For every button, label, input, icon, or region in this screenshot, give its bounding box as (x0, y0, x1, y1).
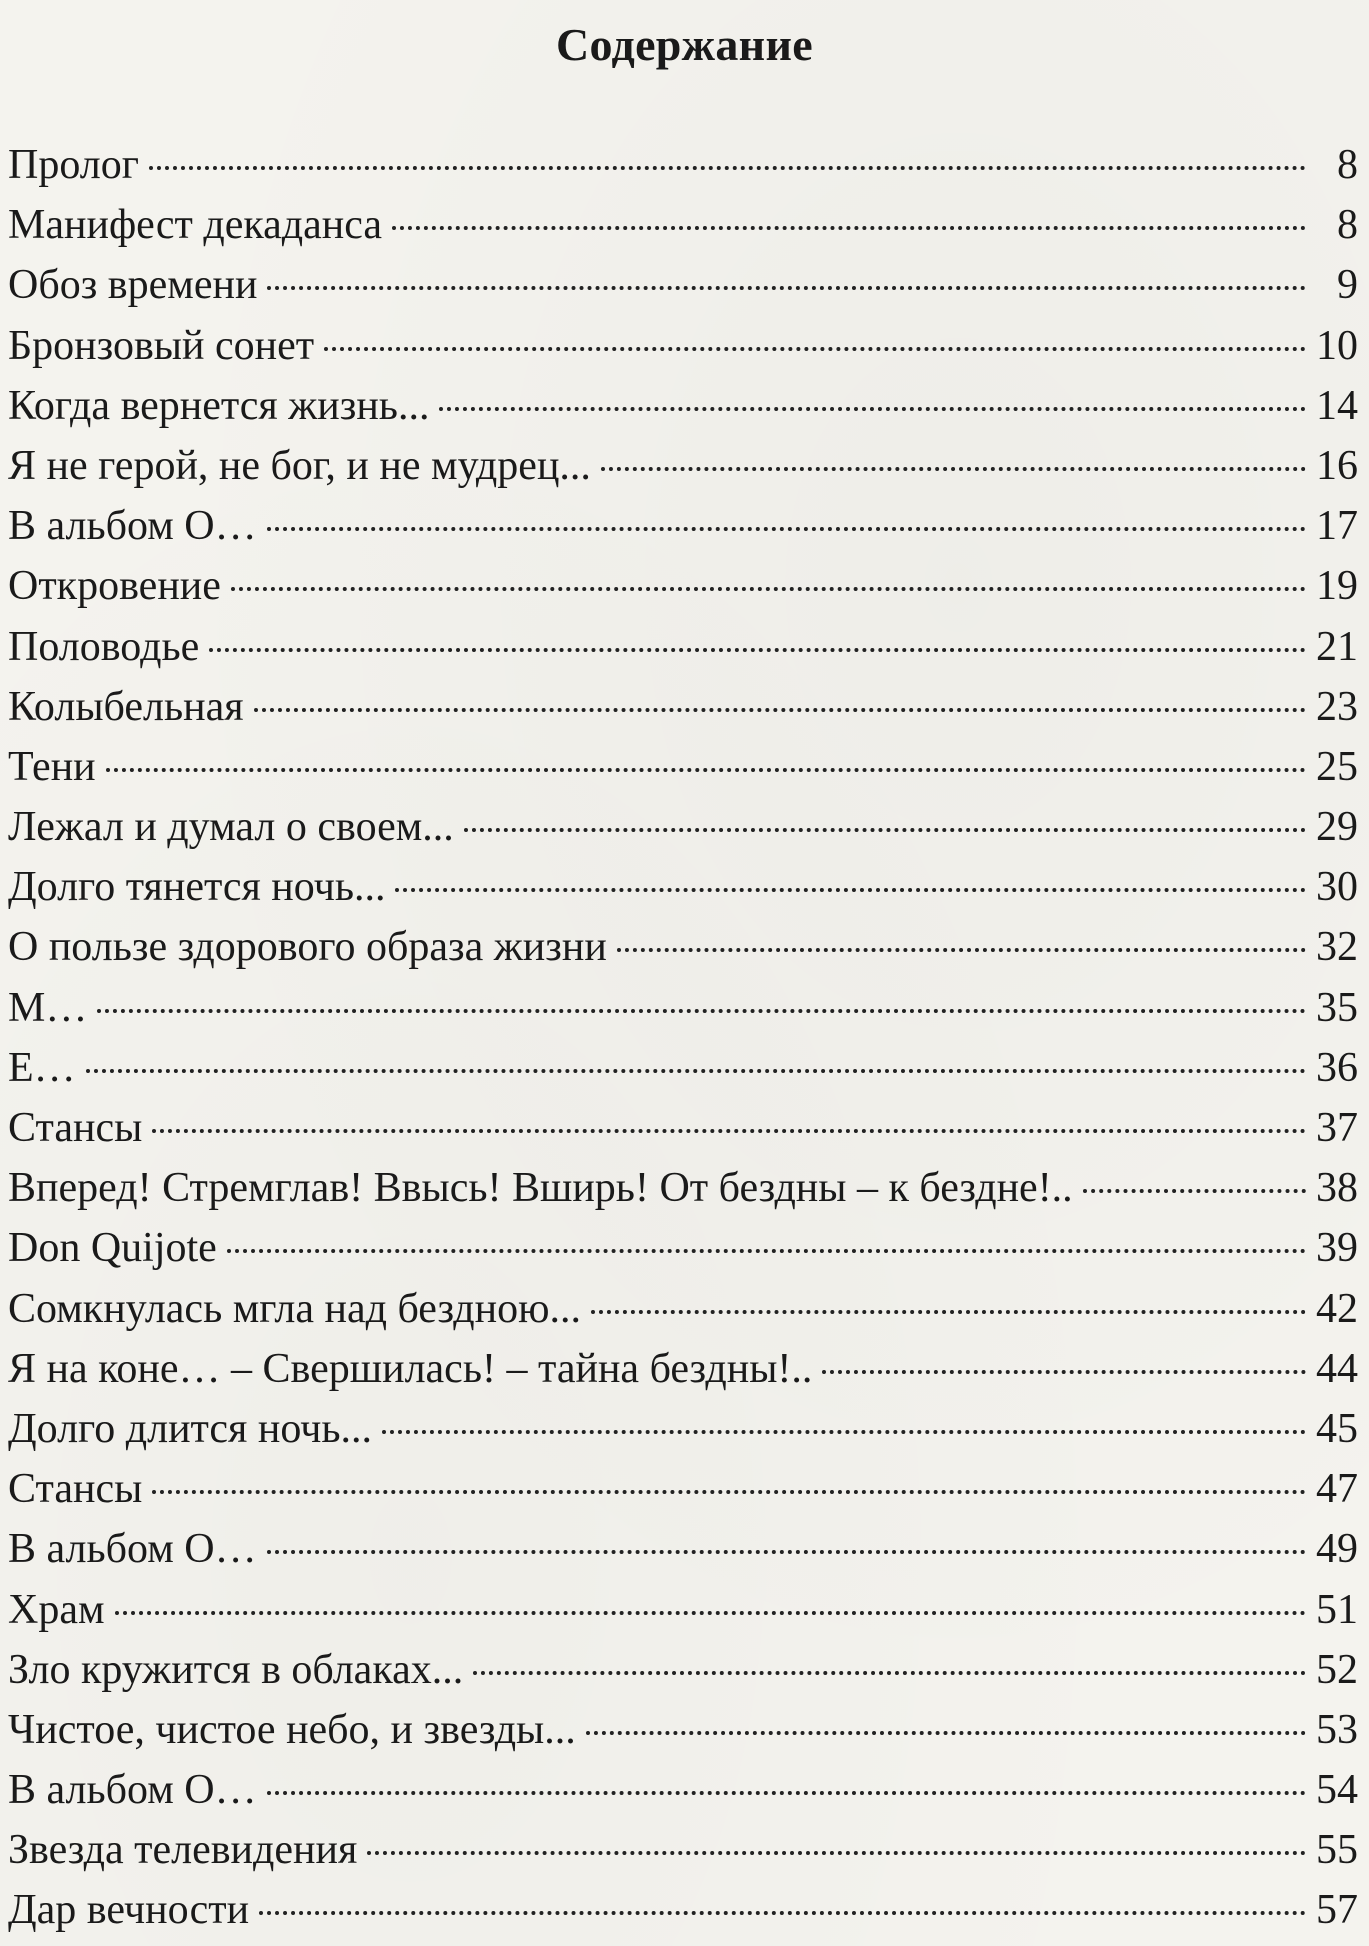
dot-leader (259, 1911, 1306, 1915)
toc-entry-page: 32 (1316, 924, 1358, 971)
dot-leader (473, 1671, 1306, 1675)
toc-entry (8, 917, 1358, 977)
toc-entry-page: 42 (1316, 1285, 1358, 1332)
toc-entry-title: Чистое, чистое небо, и звезды... (8, 1706, 576, 1753)
toc-entry-title: Сомкнулась мгла над бездною... (8, 1285, 582, 1332)
toc-entry-title: Тени (8, 743, 96, 790)
toc-entry-page: 52 (1316, 1646, 1358, 1693)
dot-leader (267, 1550, 1306, 1554)
toc-entry (8, 195, 1358, 255)
toc-entry-page: 53 (1316, 1706, 1358, 1753)
table-of-contents (8, 135, 1358, 1941)
toc-entry (8, 677, 1358, 737)
toc-entry-title: Откровение (8, 563, 221, 610)
toc-entry-title: Don Quijote (8, 1225, 217, 1272)
toc-entry (8, 135, 1358, 195)
toc-entry-title: Половодье (8, 623, 200, 670)
dot-leader (464, 828, 1306, 832)
toc-entry-page: 10 (1316, 322, 1358, 369)
dot-leader (822, 1370, 1306, 1374)
dot-leader (209, 648, 1306, 652)
toc-entry (8, 1399, 1358, 1459)
toc-entry-title: Лежал и думал о своем... (8, 804, 454, 851)
toc-entry-title: Зло кружится в облаках... (8, 1646, 464, 1693)
dot-leader (106, 768, 1306, 772)
toc-entry (8, 496, 1358, 556)
dot-leader (395, 888, 1306, 892)
toc-entry (8, 617, 1358, 677)
toc-entry-page: 35 (1316, 984, 1358, 1031)
toc-entry-title: В альбом О… (8, 503, 257, 550)
toc-entry-page: 49 (1316, 1526, 1358, 1573)
toc-entry-title: Манифест декаданса (8, 202, 383, 249)
dot-leader (617, 948, 1306, 952)
toc-entry-page: 55 (1316, 1827, 1358, 1874)
dot-leader (267, 286, 1306, 290)
toc-entry (8, 1519, 1358, 1579)
toc-entry-page: 9 (1337, 262, 1358, 309)
toc-entry (8, 1580, 1358, 1640)
toc-entry-title: Храм (8, 1586, 105, 1633)
toc-entry-page: 57 (1316, 1887, 1358, 1934)
toc-entry (8, 316, 1358, 376)
toc-entry (8, 1158, 1358, 1218)
toc-entry (8, 255, 1358, 315)
dot-leader (1083, 1189, 1306, 1193)
toc-entry-title: Стансы (8, 1466, 143, 1513)
dot-leader (152, 1129, 1306, 1133)
dot-leader (591, 1310, 1306, 1314)
toc-entry-page: 8 (1337, 202, 1358, 249)
toc-entry (8, 1279, 1358, 1339)
dot-leader (86, 1069, 1306, 1073)
toc-entry-page: 17 (1316, 503, 1358, 550)
toc-entry (8, 1098, 1358, 1158)
toc-entry-title: Пролог (8, 142, 139, 188)
toc-entry-title: Звезда телевидения (8, 1827, 358, 1874)
toc-entry (8, 1820, 1358, 1880)
dot-leader (115, 1611, 1306, 1615)
toc-entry (8, 436, 1358, 496)
toc-entry-page: 45 (1316, 1405, 1358, 1452)
toc-entry-page: 39 (1316, 1225, 1358, 1272)
toc-entry (8, 1700, 1358, 1760)
dot-leader (586, 1731, 1306, 1735)
toc-entry-title: Я не герой, не бог, и не мудрец... (8, 442, 591, 489)
toc-entry-title: Вперед! Стремглав! Ввысь! Вширь! От бездны – к бездне!.. (8, 1165, 1073, 1212)
toc-entry-page: 44 (1316, 1345, 1358, 1392)
toc-entry-title: Бронзовый сонет (8, 322, 315, 369)
toc-entry-page: 38 (1316, 1165, 1358, 1212)
toc-entry-title: Колыбельная (8, 683, 244, 730)
toc-entry (8, 1218, 1358, 1278)
toc-entry (8, 978, 1358, 1038)
toc-entry (8, 1339, 1358, 1399)
toc-entry (8, 1880, 1358, 1940)
dot-leader (149, 166, 1306, 170)
toc-entry-title: Дар вечности (8, 1887, 250, 1934)
toc-entry-page: 30 (1316, 864, 1358, 911)
toc-entry-page: 19 (1316, 563, 1358, 610)
toc-entry-title: Стансы (8, 1105, 143, 1151)
toc-entry-title: Е… (8, 1044, 76, 1091)
toc-entry-title: В альбом О… (8, 1526, 257, 1573)
toc-entry-page: 14 (1316, 382, 1358, 429)
toc-entry-page: 25 (1316, 743, 1358, 790)
dot-leader (227, 1249, 1306, 1253)
toc-entry-title: Я на коне… – Свершилась! – тайна бездны!.. (8, 1345, 813, 1392)
toc-entry-title: М… (8, 984, 88, 1031)
toc-entry (8, 857, 1358, 917)
dot-leader (392, 226, 1306, 230)
dot-leader (601, 467, 1306, 471)
toc-entry-page: 16 (1316, 442, 1358, 489)
toc-entry-title: В альбом О… (8, 1767, 257, 1814)
page-title: Содержание (556, 19, 813, 70)
toc-entry-page: 23 (1316, 683, 1358, 730)
toc-entry-page: 21 (1316, 623, 1358, 670)
dot-leader (152, 1490, 1306, 1494)
dot-leader (97, 1009, 1306, 1013)
dot-leader (267, 527, 1306, 531)
toc-entry-title: Когда вернется жизнь... (8, 382, 430, 429)
toc-entry (8, 1038, 1358, 1098)
toc-entry-page: 47 (1316, 1466, 1358, 1513)
toc-entry (8, 1459, 1358, 1519)
toc-entry (8, 737, 1358, 797)
dot-leader (439, 407, 1306, 411)
toc-entry (8, 376, 1358, 436)
toc-entry (8, 1640, 1358, 1700)
toc-entry-page: 36 (1316, 1044, 1358, 1091)
toc-entry-page: 37 (1316, 1105, 1358, 1151)
toc-entry-title: Обоз времени (8, 262, 258, 309)
dot-leader (231, 587, 1306, 591)
toc-entry-title: Долго тянется ночь... (8, 864, 386, 911)
dot-leader (324, 347, 1306, 351)
dot-leader (254, 708, 1306, 712)
toc-entry-title: Долго длится ночь... (8, 1405, 373, 1452)
toc-entry-page: 8 (1337, 142, 1358, 188)
toc-entry (8, 556, 1358, 616)
dot-leader (367, 1851, 1306, 1855)
toc-entry-page: 54 (1316, 1767, 1358, 1814)
dot-leader (267, 1791, 1306, 1795)
toc-entry-page: 29 (1316, 804, 1358, 851)
dot-leader (382, 1430, 1306, 1434)
toc-entry-page: 51 (1316, 1586, 1358, 1633)
toc-entry (8, 1760, 1358, 1820)
toc-entry-title: О пользе здорового образа жизни (8, 924, 607, 971)
toc-entry (8, 797, 1358, 857)
